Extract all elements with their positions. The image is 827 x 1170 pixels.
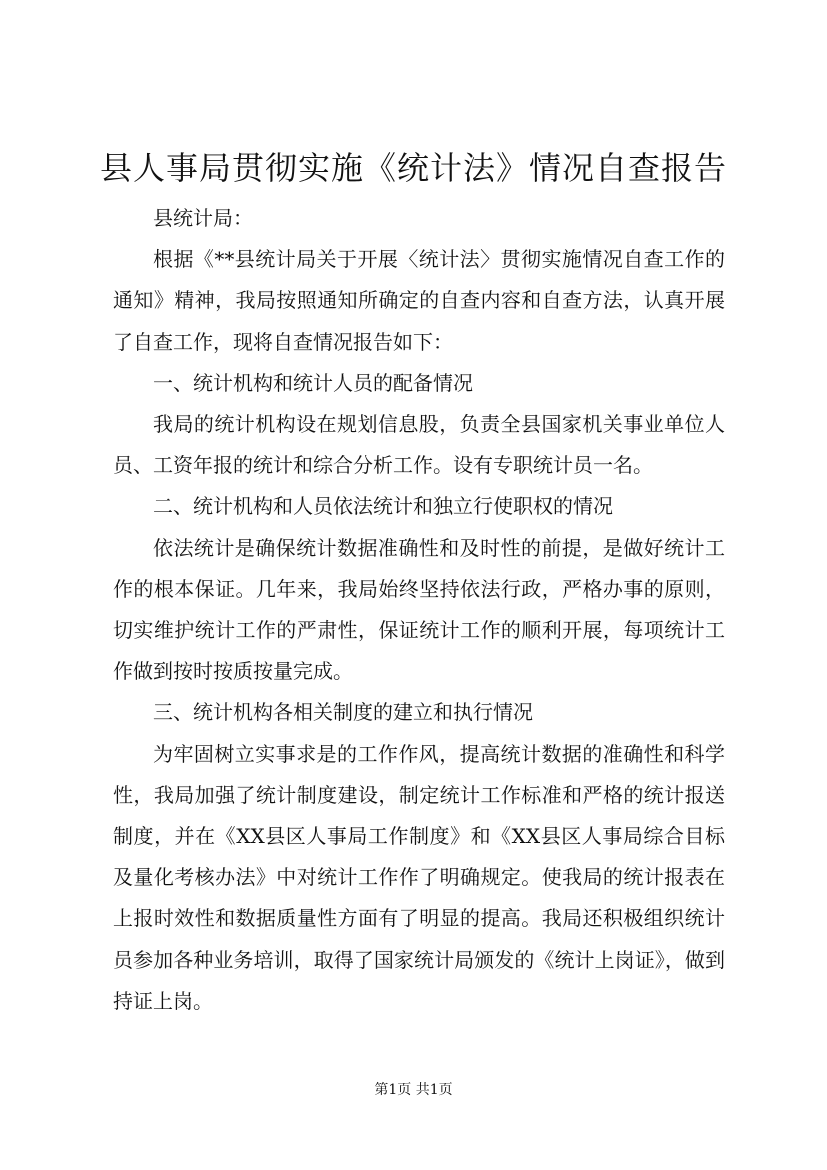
section-heading-2: 二、统计机构和人员依法统计和独立行使职权的情况 bbox=[153, 494, 613, 519]
section-heading-1: 一、统计机构和统计人员的配备情况 bbox=[153, 370, 473, 395]
page-footer: 第1页 共1页 bbox=[374, 1082, 453, 1098]
paragraph-section-2: 依法统计是确保统计数据准确性和及时性的前提，是做好统计工作的根本保证。几年来，我局始终坚持依法行政，严格办事的原则，切实维护统计工作的严肃性，保证统计工作的顺利开展，每项统计工作做到按时按质按量完成。 bbox=[113, 535, 725, 684]
section-heading-3: 三、统计机构各相关制度的建立和执行情况 bbox=[153, 700, 533, 725]
document-title: 县人事局贯彻实施《统计法》情况自查报告 bbox=[99, 149, 727, 187]
salutation: 县统计局： bbox=[153, 206, 253, 230]
paragraph-section-1: 我局的统计机构设在规划信息股，负责全县国家机关事业单位人员、工资年报的统计和综合分析工作。设有专职统计员一名。 bbox=[113, 412, 725, 478]
document-body bbox=[113, 198, 725, 1022]
paragraph-section-3: 为牢固树立实事求是的工作作风，提高统计数据的准确性和科学性，我局加强了统计制度建设，制定统计工作标准和严格的统计报送制度，并在《XX县区人事局工作制度》和《XX县区人事局综合目标及量化考核办法》中对统计工作作了明确规定。使我局的统计报表在上报时效性和数据质量性方面有了明显的提高。我局还积极组织统计员参加各种业务培训，取得了国家统计局颁发的《统计上岗证》，做到持证上岗。 bbox=[113, 741, 725, 1013]
paragraph-intro: 根据《**县统计局关于开展〈统计法〉贯彻实施情况自查工作的通知》精神，我局按照通知所确定的自查内容和自查方法，认真开展了自查工作，现将自查情况报告如下： bbox=[113, 247, 725, 354]
